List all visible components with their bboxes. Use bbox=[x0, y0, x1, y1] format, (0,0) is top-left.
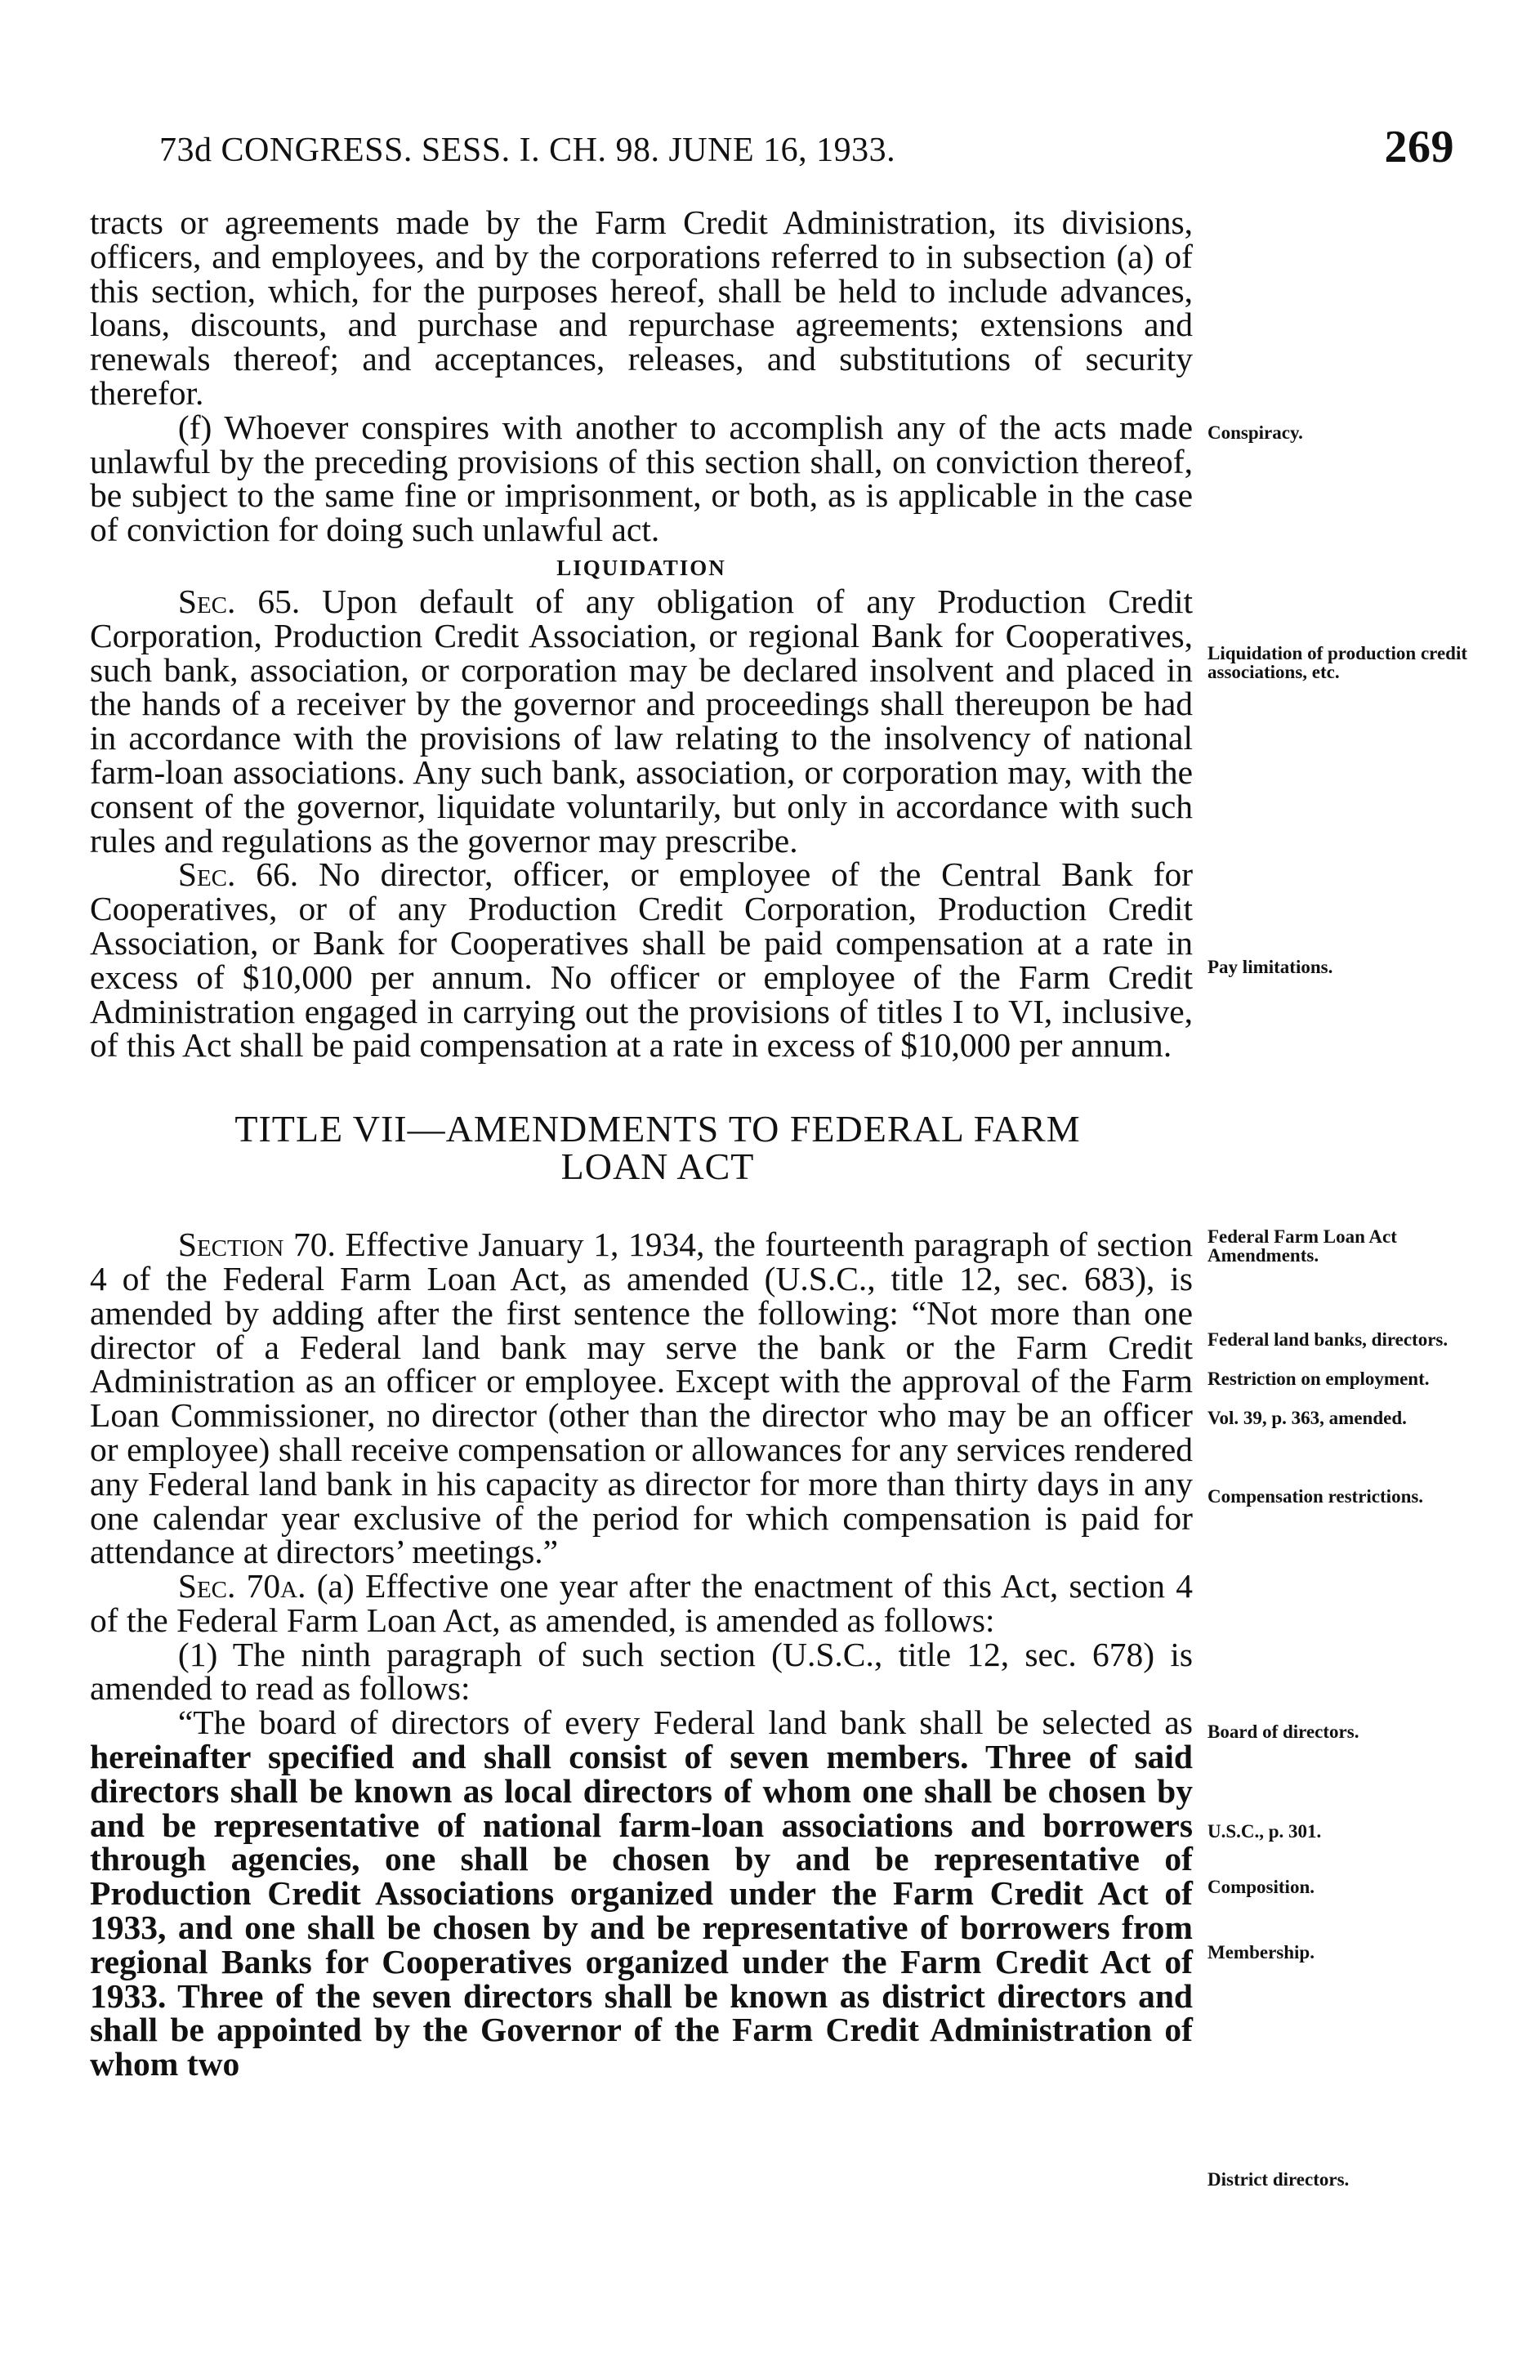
margin-note-compensation: Compensation restrictions. bbox=[1207, 1486, 1424, 1507]
margin-note-board: Board of directors. bbox=[1207, 1721, 1359, 1742]
quoted-amendment-start: “The board of directors of every Federal land bank shall be selected as bbox=[177, 1704, 1193, 1742]
margin-note-membership: Membership. bbox=[1207, 1942, 1315, 1962]
quoted-amendment-bold: hereinafter specified and shall consist of seven members. Three of said directors shall be known as local directors of whom one shall be chosen by and be representative of national farm-loan associations and borrowers through agencies, one shall be chosen by and be representative of Production Credit Associations organized under the Farm Credit Act of 1933, and one shall be chosen by and be representative of borrowers from regional Banks for Cooperatives organized under the Farm Credit Act of 1933. Three of the seven directors shall be known as district directors and shall be appointed by the Governor of the Farm Credit Administration of whom two bbox=[90, 1738, 1193, 2083]
margin-note-land-banks: Federal land banks, directors. bbox=[1207, 1329, 1448, 1350]
margin-note-conspiracy: Conspiracy. bbox=[1207, 422, 1303, 443]
section-66-label: Sec. 66. bbox=[177, 855, 299, 894]
item-1: (1) The ninth paragraph of such section (U.S.C., title 12, sec. 678) is amended to read as follows: bbox=[90, 1635, 1193, 1708]
main-text bbox=[90, 203, 1194, 2083]
title-vii-heading bbox=[90, 1110, 1193, 1186]
page-number: 269 bbox=[1384, 122, 1454, 172]
quoted-amendment bbox=[90, 1706, 1193, 2082]
section-66 bbox=[90, 855, 1194, 1065]
section-70a-label: Sec. 70a. bbox=[177, 1567, 306, 1605]
section-70-label: Section 70. bbox=[177, 1226, 336, 1264]
paragraph-conspiracy: (f) Whoever conspires with another to accomplish any of the acts made unlawful by the preceding provisions of this section shall, on conviction thereof, be subject to the same fine or imprisonment, or both, as is applicable in the case of conviction for doing such unlawful act. bbox=[90, 408, 1193, 549]
section-70a-body: (a) Effective one year after the enactment of this Act, section 4 of the Federal Farm Loan Act, as amended, is amended as follows: bbox=[90, 1567, 1193, 1639]
margin-note-composition: Composition. bbox=[1207, 1877, 1315, 1897]
margin-note-liquidation: Liquidation of production credit associations, etc. bbox=[1207, 643, 1468, 682]
margin-note-vol: Vol. 39, p. 363, amended. bbox=[1207, 1408, 1407, 1428]
margin-note-pay: Pay limitations. bbox=[1207, 957, 1333, 977]
title-vii-line-2: LOAN ACT bbox=[560, 1145, 755, 1188]
section-65-body: Upon default of any obligation of any Production Credit Corporation, Production Credit Association, or regional Bank for Cooperatives, such bank, association, or corporation may be declared insolvent and placed in the hands of a receiver by the governor and proceedings shall thereupon be had in accordance with the provisions of law relating to the insolvency of national farm-loan associations. Any such bank, association, or corporation may, with the consent of the governor, liquidate voluntarily, but only in accordance with such rules and regulations as the governor may prescribe. bbox=[90, 582, 1194, 860]
page-header bbox=[159, 121, 1454, 186]
section-65-label: Sec. 65. bbox=[177, 582, 301, 620]
section-70-body: Effective January 1, 1934, the fourteenth paragraph of section 4 of the Federal Farm Loan Act, as amended (U.S.C., title 12, sec. 683), is amended by adding after the first sentence the following: “Not more than one director of a Federal land bank may serve the bank or the Farm Credit Administration as an officer or employee. Except with the approval of the Farm Loan Commissioner, no director (other than the director who may be an officer or employee) shall receive compensation or allowances for any services rendered any Federal land bank in his capacity as director for more than thirty days in any one calendar year exclusive of the period for which compensation is paid for attendance at directors’ meetings.” bbox=[90, 1226, 1194, 1571]
heading-liquidation: LIQUIDATION bbox=[556, 555, 726, 580]
paragraph-continuation: tracts or agreements made by the Farm Credit Administration, its divisions, officers, and employees, and by the corporations referred to in subsection (a) of this section, which, for the purposes hereof, shall be held to include advances, loans, discounts, and purchase and repurchase agreements; extensions and renewals thereof; and acceptances, releases, and substitutions of security therefor. bbox=[90, 203, 1193, 412]
title-vii-line-1: TITLE VII—AMENDMENTS TO FEDERAL FARM bbox=[234, 1108, 1081, 1150]
section-70 bbox=[90, 1228, 1193, 1570]
margin-note-usc: U.S.C., p. 301. bbox=[1207, 1821, 1322, 1842]
margin-note-ffla: Federal Farm Loan Act Amendments. bbox=[1207, 1226, 1397, 1266]
margin-note-restriction: Restriction on employment. bbox=[1207, 1369, 1430, 1389]
section-66-body: No director, officer, or employee of the Central Bank for Cooperatives, or of any Production Credit Corporation, Production Credit Association, or Bank for Cooperatives shall be paid compensation at a rate in excess of $10,000 per annum. No officer or employee of the Farm Credit Administration engaged in carrying out the provisions of titles I to VI, inclusive, of this Act shall be paid compensation at a rate in excess of $10,000 per annum. bbox=[90, 855, 1194, 1065]
margin-note-district: District directors. bbox=[1207, 2169, 1350, 2190]
section-70a bbox=[90, 1567, 1193, 1639]
section-65 bbox=[90, 582, 1194, 860]
running-head: 73d CONGRESS. SESS. I. CH. 98. JUNE 16, 1933. bbox=[159, 132, 896, 169]
